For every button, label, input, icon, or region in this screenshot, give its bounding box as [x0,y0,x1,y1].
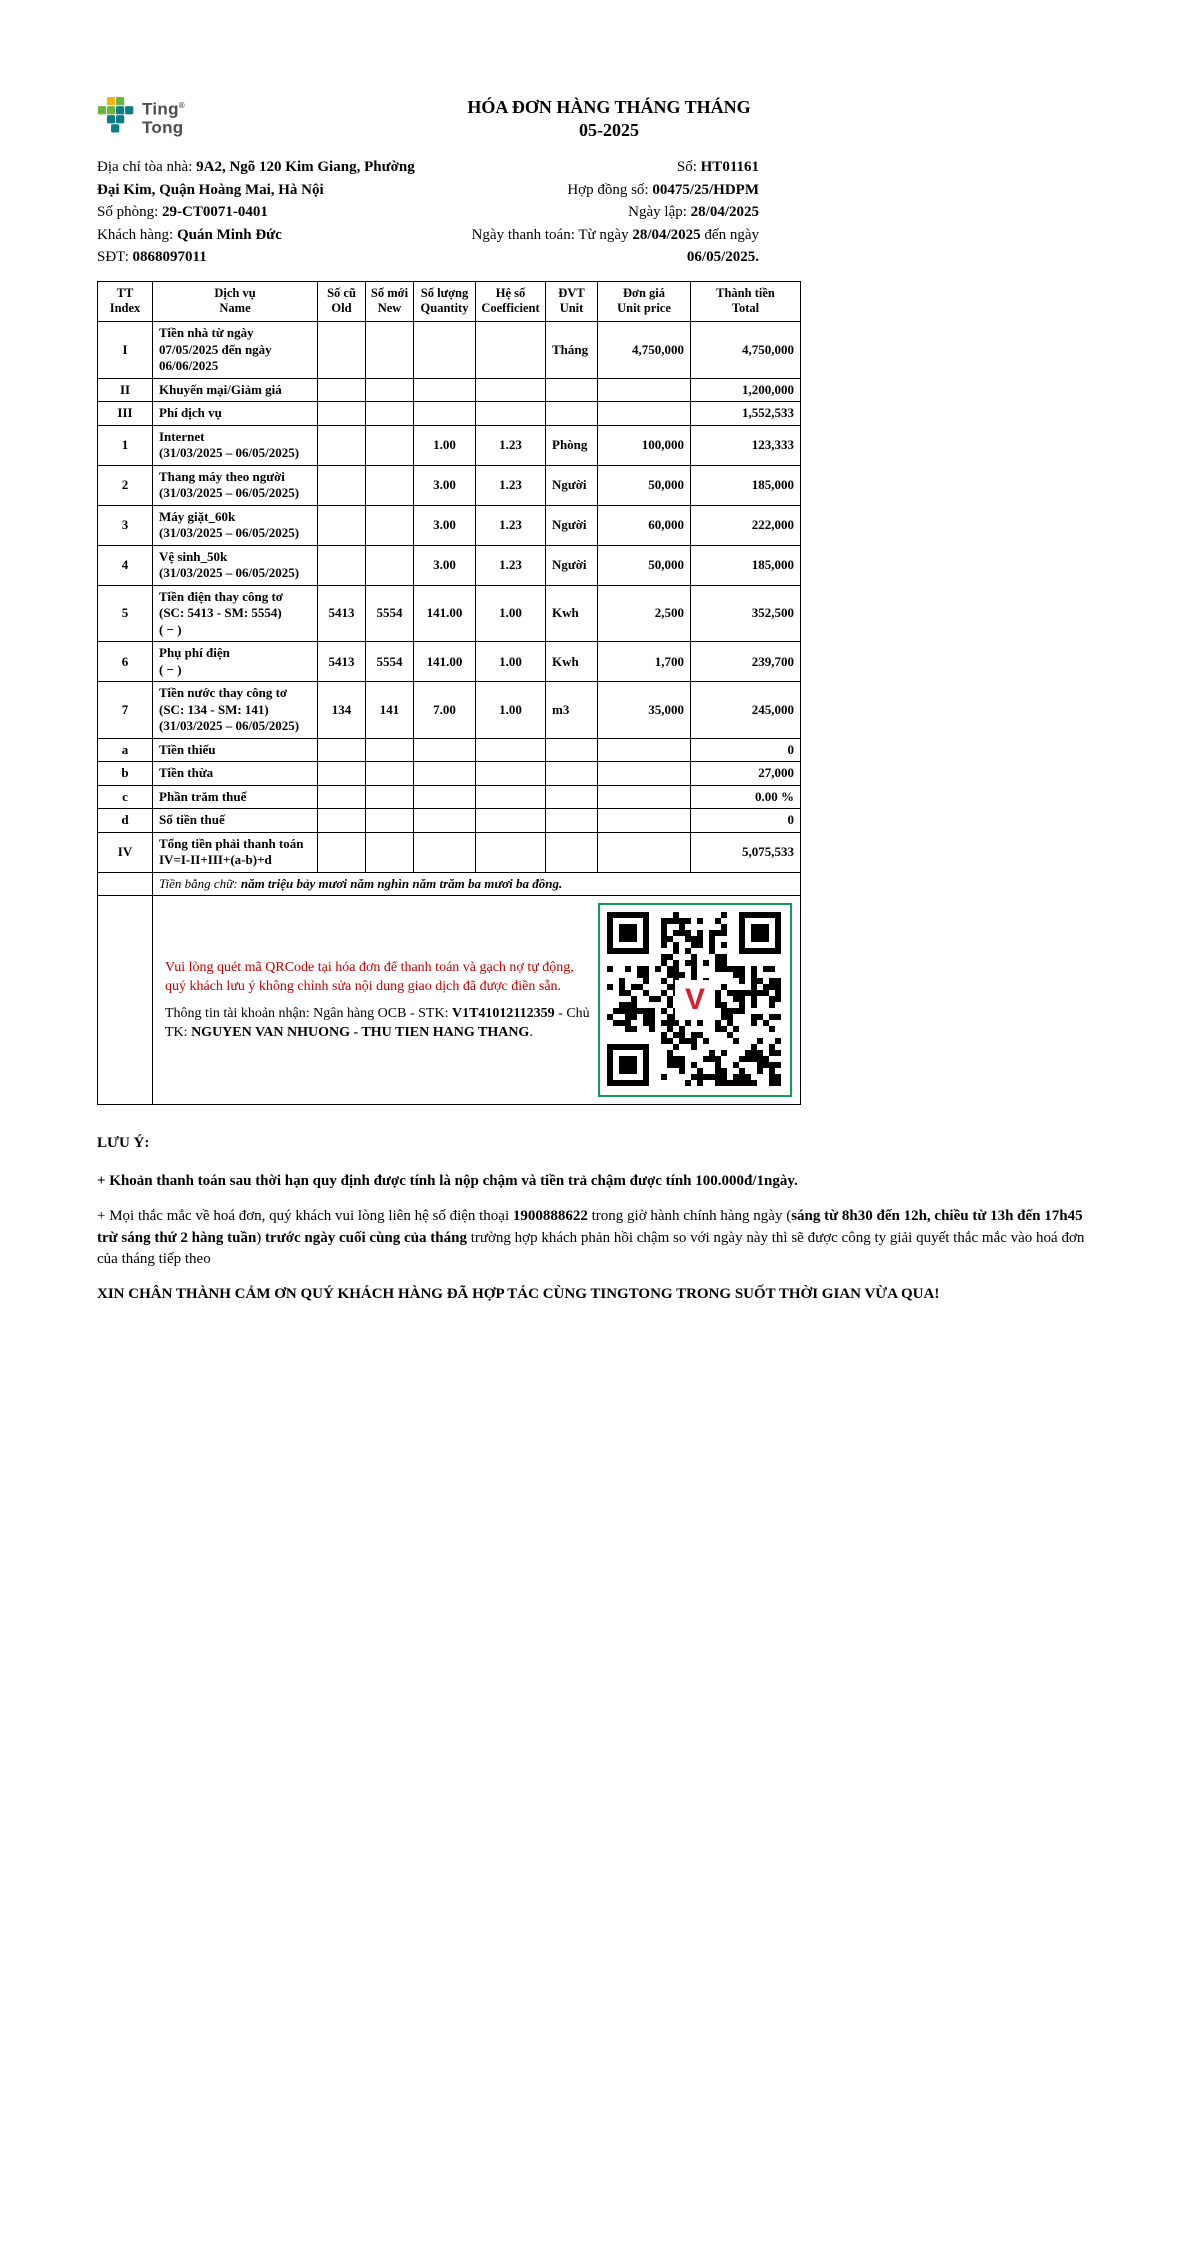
cell-unit: m3 [546,682,598,739]
cell-unit-price: 50,000 [598,465,691,505]
cell-total: 352,500 [691,585,801,642]
cell-total: 123,333 [691,425,801,465]
cell-index: 2 [98,465,153,505]
cell-total: 4,750,000 [691,322,801,379]
cell-unit-price: 4,750,000 [598,322,691,379]
amount-in-words [153,872,801,896]
cell-quantity: 141.00 [414,585,476,642]
customer-info [97,156,426,269]
cell-unit: Người [546,545,598,585]
cell-service-name: Tiền thiếu [153,738,318,762]
cell-unit-price [598,738,691,762]
cell-service-name: Máy giặt_60k (31/03/2025 – 06/05/2025) [153,505,318,545]
cell-index: 5 [98,585,153,642]
cell-coefficient [476,322,546,379]
vietqr-logo-icon: V [675,980,715,1020]
cell-old-reading [318,425,366,465]
notes-heading: LƯU Ý: [97,1135,150,1152]
cell-new-reading: 5554 [366,585,414,642]
cell-service-name: Tiền nước thay công tơ (SC: 134 - SM: 141) (31/03/2025 – 06/05/2025) [153,682,318,739]
qr-code [598,903,792,1097]
cell-new-reading [366,322,414,379]
cell-total: 185,000 [691,465,801,505]
cell-old-reading [318,809,366,833]
cell-total: 5,075,533 [691,832,801,872]
cell-old-reading: 5413 [318,585,366,642]
cell-total: 27,000 [691,762,801,786]
cell-new-reading [366,465,414,505]
cell-old-reading [318,322,366,379]
cell-service-name: Phí dịch vụ [153,402,318,426]
col-header-service: Dịch vụ Name [153,281,318,322]
logo-text: Ting® Tong [142,99,185,137]
cell-old-reading [318,832,366,872]
table-row [98,762,801,786]
cell-new-reading [366,402,414,426]
table-row [98,545,801,585]
col-header-total: Thành tiền Total [691,281,801,322]
cell-new-reading [366,425,414,465]
cell-old-reading [318,785,366,809]
cell-old-reading [318,545,366,585]
cell-index: 1 [98,425,153,465]
cell-index: d [98,809,153,833]
table-row [98,402,801,426]
amount-in-words-label: Tiền bằng chữ: [159,875,241,891]
cell-service-name: Phụ phí điện ( − ) [153,642,318,682]
cell-new-reading [366,809,414,833]
cell-unit-price: 50,000 [598,545,691,585]
qr-section [153,896,801,1105]
cell-quantity [414,785,476,809]
cell-service-name: Khuyến mại/Giảm giá [153,378,318,402]
account-info: Thông tin tài khoản nhận: Ngân hàng OCB - STK: V1T41012112359 - Chủ TK: NGUYEN VAN NHUONG - THU TIEN HANG THANG. [165,1005,590,1041]
cell-coefficient [476,378,546,402]
cell-old-reading [318,465,366,505]
cell-unit [546,809,598,833]
cell-new-reading [366,738,414,762]
cell-old-reading [318,402,366,426]
cell-quantity: 3.00 [414,505,476,545]
cell-index: c [98,785,153,809]
cell-coefficient [476,809,546,833]
cell-new-reading: 5554 [366,642,414,682]
cell-unit [546,402,598,426]
cell-unit [546,378,598,402]
qr-text-block [161,951,591,1050]
cell-quantity [414,402,476,426]
col-header-quantity: Số lượng Quantity [414,281,476,322]
table-row [98,738,801,762]
contact-note: + Mọi thắc mắc về hoá đơn, quý khách vui lòng liên hệ số điện thoại 1900888622 trong giờ hành chính hàng ngày (sáng từ 8h30 đến 12h, chiều từ 13h đến 17h45 trừ sáng thứ 2 hàng tuần) trước ngày cuối cùng của tháng trường hợp khách phản hồi chậm so với ngày này thì sẽ được công ty giải quyết thắc mắc vào hoá đơn của tháng tiếp theo [97,1207,1085,1268]
cell-index: III [98,402,153,426]
cell-coefficient: 1.00 [476,682,546,739]
customer-name: Khách hàng: Quán Minh Đức [97,226,282,243]
phone-number: SĐT: 0868097011 [97,249,207,265]
table-row [98,809,801,833]
tingtong-logo-icon [97,96,135,136]
cell-coefficient [476,738,546,762]
cell-total: 0 [691,809,801,833]
issue-date: Ngày lập: 28/04/2025 [628,204,759,220]
cell-unit-price: 60,000 [598,505,691,545]
cell-coefficient: 1.00 [476,642,546,682]
cell-quantity [414,762,476,786]
cell-coefficient [476,762,546,786]
cell-old-reading: 5413 [318,642,366,682]
cell-total: 0.00 % [691,785,801,809]
cell-unit [546,738,598,762]
col-header-index: TT Index [98,281,153,322]
cell-quantity [414,832,476,872]
thanks-note: XIN CHÂN THÀNH CẢM ƠN QUÝ KHÁCH HÀNG ĐÃ HỢP TÁC CÙNG TINGTONG TRONG SUỐT THỜI GIAN VỪA QUA! [97,1286,940,1302]
table-row [98,505,801,545]
cell-old-reading [318,738,366,762]
col-header-unit-price: Đơn giá Unit price [598,281,691,322]
cell-service-name: Số tiền thuế [153,809,318,833]
notes-section [97,1133,1103,1306]
col-header-new: Số mới New [366,281,414,322]
cell-index: 3 [98,505,153,545]
cell-unit: Phòng [546,425,598,465]
amount-in-words-value: năm triệu bảy mươi năm nghìn năm trăm ba mươi ba đồng. [240,875,563,891]
table-header-row [98,281,801,322]
table-row [98,425,801,465]
cell-index: b [98,762,153,786]
cell-index: 4 [98,545,153,585]
cell-quantity: 3.00 [414,545,476,585]
table-row [98,322,801,379]
table-row [98,785,801,809]
table-row [98,378,801,402]
cell-quantity [414,322,476,379]
amount-in-words-row [98,872,801,896]
cell-unit-price: 100,000 [598,425,691,465]
cell-unit: Kwh [546,585,598,642]
cell-index: a [98,738,153,762]
cell-coefficient [476,402,546,426]
cell-quantity [414,738,476,762]
header [97,96,759,141]
cell-new-reading [366,378,414,402]
building-address: Địa chỉ tòa nhà: 9A2, Ngõ 120 Kim Giang, Phường Đại Kim, Quận Hoàng Mai, Hà Nội [97,159,415,198]
cell-new-reading [366,785,414,809]
cell-service-name: Tiền nhà từ ngày 07/05/2025 đến ngày 06/06/2025 [153,322,318,379]
cell-quantity: 7.00 [414,682,476,739]
cell-index: II [98,378,153,402]
cell-quantity: 1.00 [414,425,476,465]
page-title: HÓA ĐƠN HÀNG THÁNG THÁNG 05-2025 [467,97,751,140]
cell-new-reading: 141 [366,682,414,739]
cell-new-reading [366,545,414,585]
cell-coefficient [476,832,546,872]
tingtong-logo [97,96,185,137]
table-row [98,642,801,682]
cell-unit: Kwh [546,642,598,682]
payment-period: Ngày thanh toán: Từ ngày 28/04/2025 đến ngày 06/05/2025. [471,226,759,265]
cell-unit [546,832,598,872]
invoice-number: Số: HT01161 [676,159,759,175]
late-payment-note: + Khoản thanh toán sau thời hạn quy định được tính là nộp chậm và tiền trả chậm được tính 100.000đ/1ngày. [97,1173,798,1189]
qr-instruction: Vui lòng quét mã QRCode tại hóa đơn để thanh toán và gạch nợ tự động, quý khách lưu ý không chỉnh sửa nội dung giao dịch đã được điền sẵn. [165,959,574,995]
table-row [98,465,801,505]
cell-coefficient: 1.23 [476,545,546,585]
cell-unit-price [598,809,691,833]
cell-unit [546,785,598,809]
cell-old-reading [318,505,366,545]
cell-coefficient: 1.00 [476,585,546,642]
contract-number: Hợp đồng số: 00475/25/HDPM [567,181,759,198]
cell-quantity [414,809,476,833]
cell-unit-price [598,378,691,402]
cell-service-name: Thang máy theo người (31/03/2025 – 06/05/2025) [153,465,318,505]
cell-unit: Người [546,505,598,545]
cell-unit [546,762,598,786]
cell-unit: Người [546,465,598,505]
cell-service-name: Phần trăm thuế [153,785,318,809]
invoice-table-body [98,322,801,873]
col-header-unit: ĐVT Unit [546,281,598,322]
cell-empty-index [98,896,153,1105]
cell-quantity [414,378,476,402]
cell-service-name: Vệ sinh_50k (31/03/2025 – 06/05/2025) [153,545,318,585]
room-number: Số phòng: 29-CT0071-0401 [97,204,268,220]
cell-unit-price [598,785,691,809]
cell-unit: Tháng [546,322,598,379]
cell-old-reading: 134 [318,682,366,739]
cell-index: I [98,322,153,379]
cell-index: IV [98,832,153,872]
cell-unit-price: 35,000 [598,682,691,739]
cell-unit-price [598,762,691,786]
cell-total: 1,200,000 [691,378,801,402]
cell-old-reading [318,378,366,402]
table-row [98,585,801,642]
cell-service-name: Tổng tiền phải thanh toán IV=I-II+III+(a-b)+d [153,832,318,872]
invoice-meta [426,156,759,269]
cell-unit-price [598,402,691,426]
qr-row [98,896,801,1105]
cell-total: 0 [691,738,801,762]
cell-empty-index [98,872,153,896]
table-row [98,682,801,739]
cell-total: 222,000 [691,505,801,545]
cell-total: 239,700 [691,642,801,682]
cell-index: 6 [98,642,153,682]
cell-total: 245,000 [691,682,801,739]
cell-service-name: Tiền điện thay công tơ (SC: 5413 - SM: 5554) ( − ) [153,585,318,642]
cell-coefficient [476,785,546,809]
cell-coefficient: 1.23 [476,465,546,505]
cell-coefficient: 1.23 [476,425,546,465]
cell-index: 7 [98,682,153,739]
table-row [98,832,801,872]
invoice-info [97,156,759,269]
cell-total: 1,552,533 [691,402,801,426]
cell-unit-price [598,832,691,872]
cell-quantity: 3.00 [414,465,476,505]
cell-coefficient: 1.23 [476,505,546,545]
cell-quantity: 141.00 [414,642,476,682]
cell-total: 185,000 [691,545,801,585]
cell-old-reading [318,762,366,786]
cell-service-name: Tiền thừa [153,762,318,786]
invoice-table [97,281,801,1106]
cell-unit-price: 1,700 [598,642,691,682]
col-header-old: Số cũ Old [318,281,366,322]
cell-new-reading [366,832,414,872]
cell-unit-price: 2,500 [598,585,691,642]
cell-new-reading [366,505,414,545]
col-header-coefficient: Hệ số Coefficient [476,281,546,322]
cell-new-reading [366,762,414,786]
cell-service-name: Internet (31/03/2025 – 06/05/2025) [153,425,318,465]
